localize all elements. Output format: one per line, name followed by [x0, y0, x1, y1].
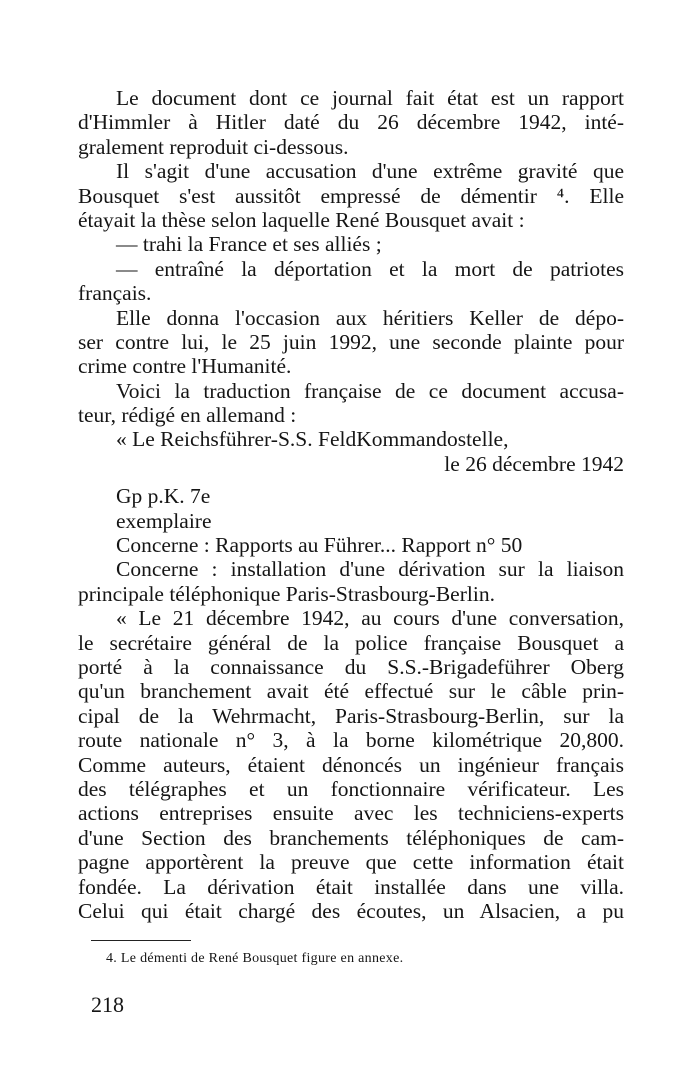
text-line: cipal de la Wehrmacht, Paris-Strasbourg-Berlin, sur la [78, 703, 624, 728]
text-line: route nationale n° 3, à la borne kilométrique 20,800. [78, 728, 624, 753]
text-line: « Le Reichsführer-S.S. FeldKommandostelle, [116, 427, 509, 452]
text-line: Gp p.K. 7e [116, 484, 211, 509]
text-line: Celui qui était chargé des écoutes, un Alsacien, a pu [78, 898, 624, 923]
text-line: Le document dont ce journal fait état est un rapport [116, 86, 624, 110]
text-line: Concerne : Rapports au Führer... Rapport n° 50 [116, 533, 523, 558]
text-line: français. [78, 281, 152, 306]
text-line: d'Himmler à Hitler daté du 26 décembre 1942, inté- [78, 110, 624, 135]
text-line: principale téléphonique Paris-Strasbourg-Berlin. [78, 581, 495, 606]
text-line: — trahi la France et ses alliés ; [116, 232, 382, 257]
footnote: 4. Le démenti de René Bousquet figure en annexe. [106, 951, 404, 966]
text-line: le 26 décembre 1942 [444, 451, 624, 476]
text-line: Comme auteurs, étaient dénoncés un ingénieur français [78, 752, 624, 777]
text-line: porté à la connaissance du S.S.-Brigadeführer Oberg [78, 654, 624, 679]
page-number: 218 [91, 992, 124, 1017]
text-line: étayait la thèse selon laquelle René Bousquet avait : [78, 207, 525, 232]
text-line: — entraîné la déportation et la mort de patriotes [116, 256, 624, 281]
text-line: fondée. La dérivation était installée dans une villa. [78, 874, 624, 899]
line-gap [78, 476, 624, 484]
footnote-rule [91, 940, 191, 941]
text-line: Concerne : installation d'une dérivation sur la liaison [116, 557, 624, 582]
text-line: d'une Section des branchements téléphoniques de cam- [78, 825, 624, 850]
text-line: Bousquet s'est aussitôt empressé de démentir ⁴. Elle [78, 183, 624, 208]
text-line: des télégraphes et un fonctionnaire vérificateur. Les [78, 776, 624, 801]
text-line: le secrétaire général de la police française Bousquet a [78, 630, 624, 655]
text-line: teur, rédigé en allemand : [78, 403, 297, 428]
text-line: exemplaire [116, 508, 212, 533]
text-line: Voici la traduction française de ce document accusa- [116, 378, 624, 403]
text-line: pagne apportèrent la preuve que cette information était [78, 850, 624, 875]
text-line: Elle donna l'occasion aux héritiers Keller de dépo- [116, 305, 624, 330]
body-text [78, 86, 624, 923]
text-line: actions entreprises ensuite avec les techniciens-experts [78, 801, 624, 826]
text-line: gralement reproduit ci-dessous. [78, 134, 349, 159]
text-line: ser contre lui, le 25 juin 1992, une seconde plainte pour [78, 329, 624, 354]
text-line: qu'un branchement avait été effectué sur le câble prin- [78, 679, 624, 704]
text-line: Il s'agit d'une accusation d'une extrême gravité que [116, 159, 624, 184]
text-line: crime contre l'Humanité. [78, 354, 292, 379]
text-line: « Le 21 décembre 1942, au cours d'une conversation, [116, 606, 624, 631]
